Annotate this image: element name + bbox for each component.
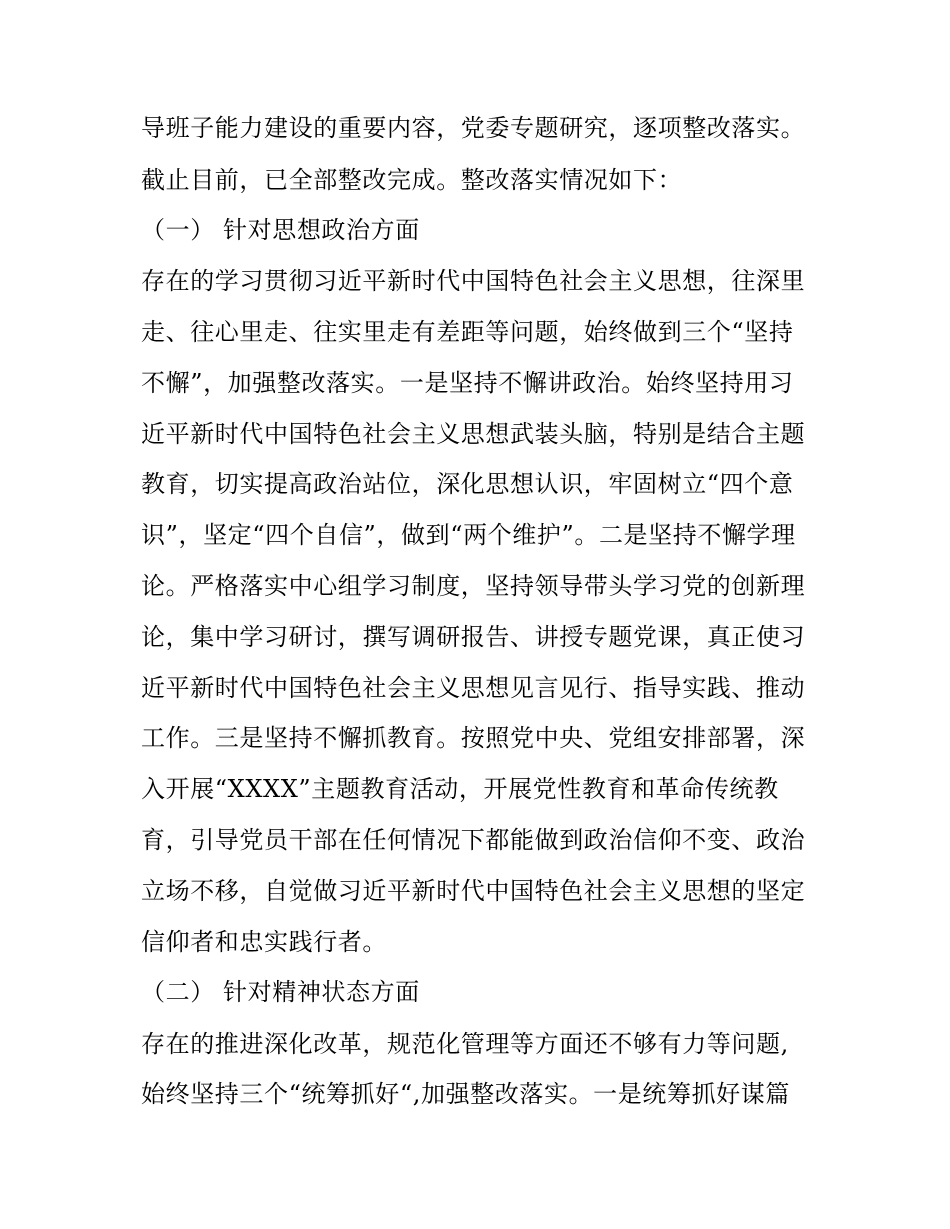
text-line: 工作。三是坚持不懈抓教育。按照党中央、党组安排部署，深 bbox=[141, 724, 806, 752]
text-line: 截止目前，已全部整改完成。整改落实情况如下： bbox=[141, 166, 683, 194]
text-line: 立场不移，自觉做习近平新时代中国特色社会主义思想的坚定 bbox=[141, 877, 806, 905]
text-line: 教育，切实提高政治站位，深化思想认识，牢固树立“四个意 bbox=[141, 470, 794, 498]
text-line: 识”，坚定“四个自信”，做到“两个维护”。二是坚持不懈学理 bbox=[141, 521, 796, 549]
text-line: 论。严格落实中心组学习制度，坚持领导带头学习党的创新理 bbox=[141, 572, 806, 600]
text-line: 近平新时代中国特色社会主义思想见言见行、指导实践、推动 bbox=[141, 674, 806, 702]
text-line: 入开展“XXXX”主题教育活动，开展党性教育和革命传统教 bbox=[141, 775, 779, 803]
text-line: 导班子能力建设的重要内容，党委专题研究，逐项整改落实。 bbox=[141, 114, 806, 142]
text-line: 存在的推进深化改革，规范化管理等方面还不够有力等问题, bbox=[141, 1030, 789, 1058]
text-line: 育，引导党员干部在任何情况下都能做到政治信仰不变、政治 bbox=[141, 826, 806, 854]
section-heading-1: （一） 针对思想政治方面 bbox=[141, 216, 420, 244]
text-line: 近平新时代中国特色社会主义思想武装头脑，特别是结合主题 bbox=[141, 420, 806, 448]
text-line: 论，集中学习研讨，撰写调研报告、讲授专题党课，真正使习 bbox=[141, 623, 806, 651]
section-heading-2: （二） 针对精神状态方面 bbox=[141, 978, 420, 1006]
text-line: 走、往心里走、往实里走有差距等问题，始终做到三个“坚持 bbox=[141, 318, 794, 346]
text-line: 始终坚持三个“统筹抓好“,加强整改落实。一是统筹抓好谋篇 bbox=[141, 1080, 790, 1108]
text-line: 信仰者和忠实践行者。 bbox=[141, 928, 387, 956]
text-line: 不懈”，加强整改落实。一是坚持不懈讲政治。始终坚持用习 bbox=[141, 369, 794, 397]
text-line: 存在的学习贯彻习近平新时代中国特色社会主义思想，往深里 bbox=[141, 267, 806, 295]
